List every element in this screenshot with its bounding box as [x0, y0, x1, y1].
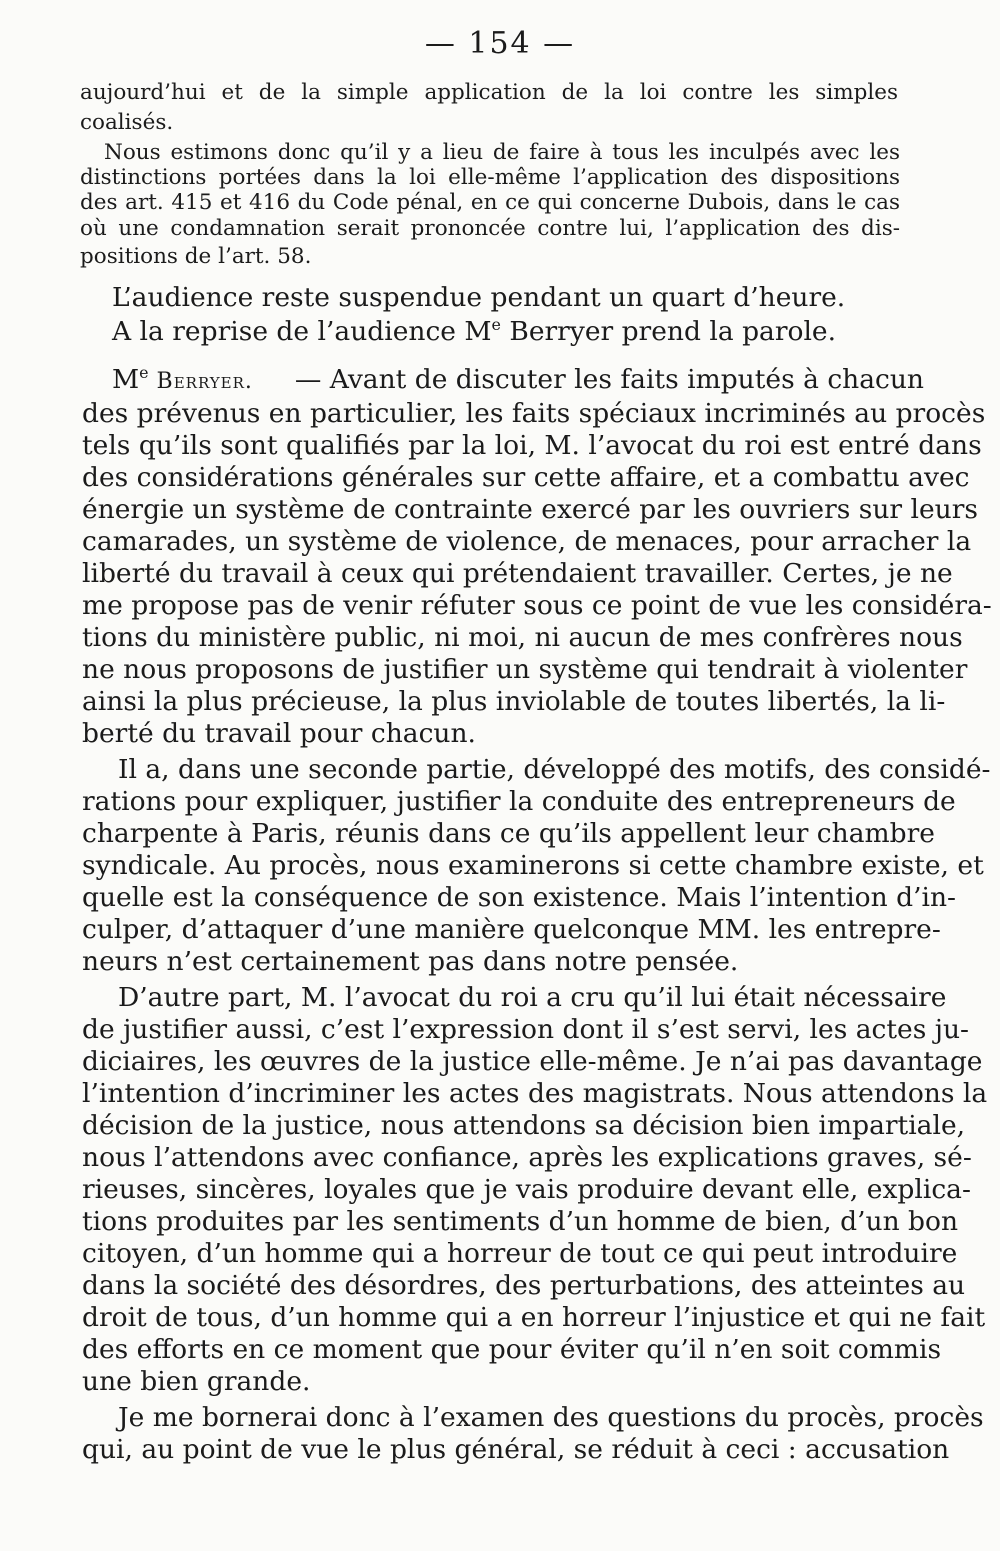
- text-line: des prévenus en particulier, les faits spéciaux incriminés au procès: [82, 398, 986, 429]
- text-line: des art. 415 et 416 du Code pénal, en ce qui concerne Dubois, dans le cas: [80, 190, 900, 215]
- text-segment: Berryer prend la parole.: [500, 316, 837, 347]
- text-line: positions de l’art. 58.: [80, 244, 312, 269]
- text-line: aujourd’hui et de la simple application de la loi contre les simples: [80, 80, 898, 105]
- text-line: droit de tous, d’un homme qui a en horreur l’injustice et qui ne fait: [82, 1302, 986, 1333]
- text-segment: A la reprise de l’audience M: [112, 316, 492, 347]
- text-line: syndicale. Au procès, nous examinerons si cette chambre existe, et: [82, 850, 984, 881]
- text-line: citoyen, d’un homme qui a horreur de tout ce qui peut introduire: [82, 1238, 958, 1269]
- text-line: rieuses, sincères, loyales que je vais produire devant elle, explica-: [82, 1174, 971, 1205]
- text-line: rations pour expliquer, justifier la conduite des entrepreneurs de: [82, 786, 956, 817]
- text-line: Je me bornerai donc à l’examen des questions du procès, procès: [118, 1402, 984, 1433]
- text-line: dans la société des désordres, des perturbations, des atteintes au: [82, 1270, 966, 1301]
- text-line: quelle est la conséquence de son existence. Mais l’intention d’in-: [82, 882, 957, 913]
- text-segment: Berryer.: [148, 369, 253, 394]
- text-line: camarades, un système de violence, de menaces, pour arracher la: [82, 526, 972, 557]
- text-line: liberté du travail à ceux qui prétendaient travailler. Certes, je ne: [82, 558, 953, 589]
- text-line: me propose pas de venir réfuter sous ce point de vue les considéra-: [82, 590, 992, 621]
- text-line: tions produites par les sentiments d’un homme de bien, d’un bon: [82, 1206, 959, 1237]
- text-line: l’intention d’incriminer les actes des magistrats. Nous attendons la: [82, 1078, 988, 1109]
- text-line: qui, au point de vue le plus général, se réduit à ceci : accusation: [82, 1434, 950, 1465]
- text-line: neurs n’est certainement pas dans notre pensée.: [82, 946, 739, 977]
- page-number: — 154 —: [424, 26, 576, 61]
- text-line: des considérations générales sur cette affaire, et a combattu avec: [82, 462, 970, 493]
- text-line: énergie un système de contrainte exercé par les ouvriers sur leurs: [82, 494, 979, 525]
- text-line: ne nous proposons de justifier un système qui tendrait à violenter: [82, 654, 968, 685]
- text-line: décision de la justice, nous attendons sa décision bien impartiale,: [82, 1110, 966, 1141]
- superscript: e: [491, 315, 501, 335]
- text-line: berté du travail pour chacun.: [82, 718, 476, 749]
- text-line: tions du ministère public, ni moi, ni aucun de mes confrères nous: [82, 622, 963, 653]
- text-line: de justifier aussi, c’est l’expression dont il s’est servi, les actes ju-: [82, 1014, 969, 1045]
- text-line: culper, d’attaquer d’une manière quelconque MM. les entrepre-: [82, 914, 941, 945]
- text-line: [112, 364, 924, 395]
- text-line: [112, 316, 836, 347]
- text-line: nous l’attendons avec confiance, après les explications graves, sé-: [82, 1142, 972, 1173]
- speaker-name: [112, 364, 253, 395]
- text-line: une bien grande.: [82, 1366, 311, 1397]
- text-line: L’audience reste suspendue pendant un quart d’heure.: [112, 282, 846, 313]
- text-line: tels qu’ils sont qualifiés par la loi, M. l’avocat du roi est entré dans: [82, 430, 982, 461]
- text-line: diciaires, les œuvres de la justice elle-même. Je n’ai pas davantage: [82, 1046, 983, 1077]
- text-line: coalisés.: [80, 110, 174, 135]
- text-line: distinctions portées dans la loi elle-même l’application des dispositions: [80, 165, 900, 190]
- text-segment: M: [112, 364, 140, 395]
- text-line: Il a, dans une seconde partie, développé des motifs, des considé-: [118, 754, 991, 785]
- text-segment: — Avant de discuter les faits imputés à chacun: [294, 364, 924, 395]
- text-line: charpente à Paris, réunis dans ce qu’ils appellent leur chambre: [82, 818, 935, 849]
- superscript: e: [139, 363, 149, 383]
- text-line: Nous estimons donc qu’il y a lieu de faire à tous les inculpés avec les: [104, 140, 900, 165]
- text-line: où une condamnation serait prononcée contre lui, l’application des dis-: [80, 216, 900, 241]
- text-line: D’autre part, M. l’avocat du roi a cru qu’il lui était nécessaire: [118, 982, 947, 1013]
- text-line: ainsi la plus précieuse, la plus inviolable de toutes libertés, la li-: [82, 686, 946, 717]
- text-line: des efforts en ce moment que pour éviter qu’il n’en soit commis: [82, 1334, 942, 1365]
